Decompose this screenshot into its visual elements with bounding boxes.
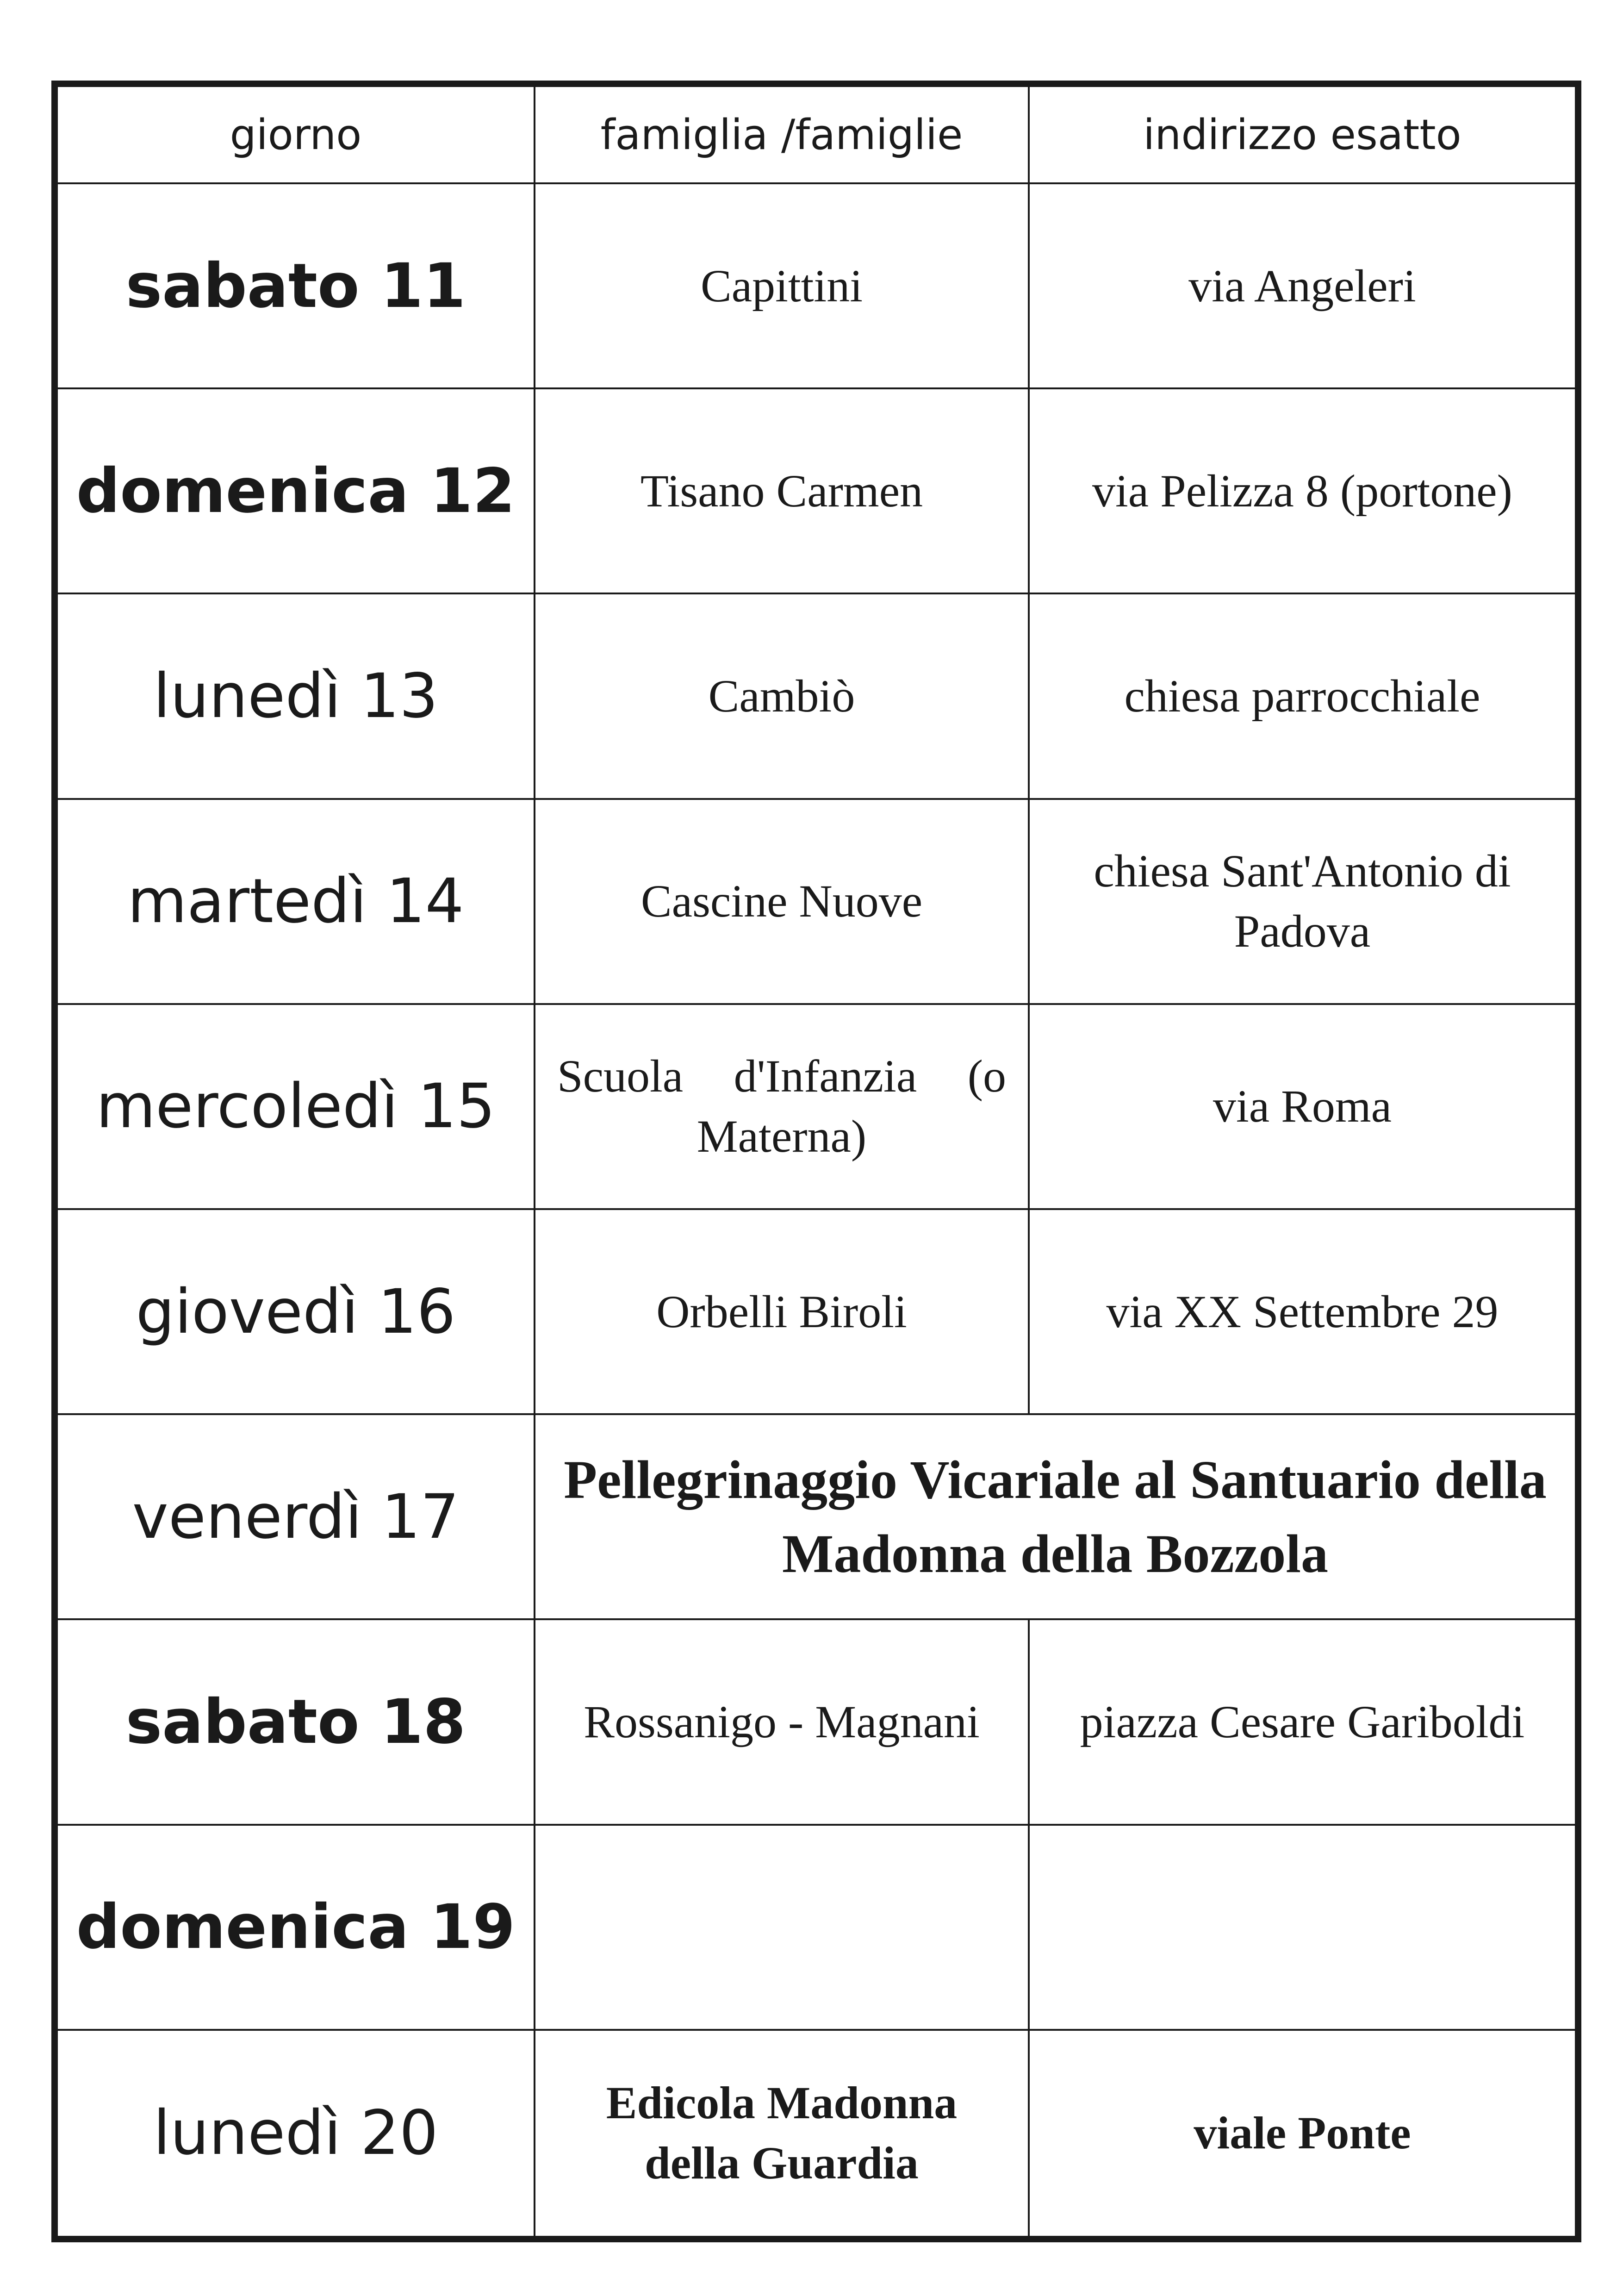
family-cell: Tisano Carmen (535, 389, 1030, 594)
family-cell: Capittini (535, 184, 1030, 389)
family-cell (535, 1826, 1030, 2031)
address-cell: viale Ponte (1194, 2107, 1411, 2159)
address-text: chiesa Sant'Antonio di Padova (1094, 845, 1511, 957)
address-cell: via XX Settembre 29 (1030, 1210, 1575, 1415)
day-cell: domenica 12 (58, 389, 535, 594)
family-cell: Cascine Nuove (535, 800, 1030, 1005)
address-cell: via Angeleri (1030, 184, 1575, 389)
address-cell (1030, 800, 1575, 1005)
address-cell: via Roma (1030, 1005, 1575, 1210)
header-address: indirizzo esatto (1030, 87, 1575, 184)
family-cell (535, 2031, 1030, 2236)
family-cell: Rossanigo - Magnani (535, 1620, 1030, 1825)
pilgrimage-text: Pellegrinaggio Vicariale al Santuario della Madonna della Bozzola (564, 1449, 1547, 1584)
schedule-table (51, 81, 1581, 2242)
day-cell: lunedì 13 (58, 594, 535, 799)
day-cell: giovedì 16 (58, 1210, 535, 1415)
day-cell: sabato 11 (58, 184, 535, 389)
family-cell: Orbelli Biroli (535, 1210, 1030, 1415)
address-cell: piazza Cesare Gariboldi (1030, 1620, 1575, 1825)
day-cell: mercoledì 15 (58, 1005, 535, 1210)
day-cell: venerdì 17 (58, 1415, 535, 1620)
day-cell: sabato 18 (58, 1620, 535, 1825)
day-cell: lunedì 20 (58, 2031, 535, 2236)
family-cell: Cambiò (535, 594, 1030, 799)
family-cell (535, 1005, 1030, 1210)
address-cell: via Pelizza 8 (portone) (1030, 389, 1575, 594)
family-text: Scuola d'Infanzia (o Materna) (557, 1050, 1006, 1162)
header-family: famiglia /famiglie (535, 87, 1030, 184)
pilgrimage-cell (535, 1415, 1575, 1620)
address-cell: chiesa parrocchiale (1030, 594, 1575, 799)
address-cell (1030, 1826, 1575, 2031)
day-cell: martedì 14 (58, 800, 535, 1005)
day-cell: domenica 19 (58, 1826, 535, 2031)
family-text: Edicola Madonna della Guardia (606, 2077, 958, 2189)
header-day: giorno (58, 87, 535, 184)
